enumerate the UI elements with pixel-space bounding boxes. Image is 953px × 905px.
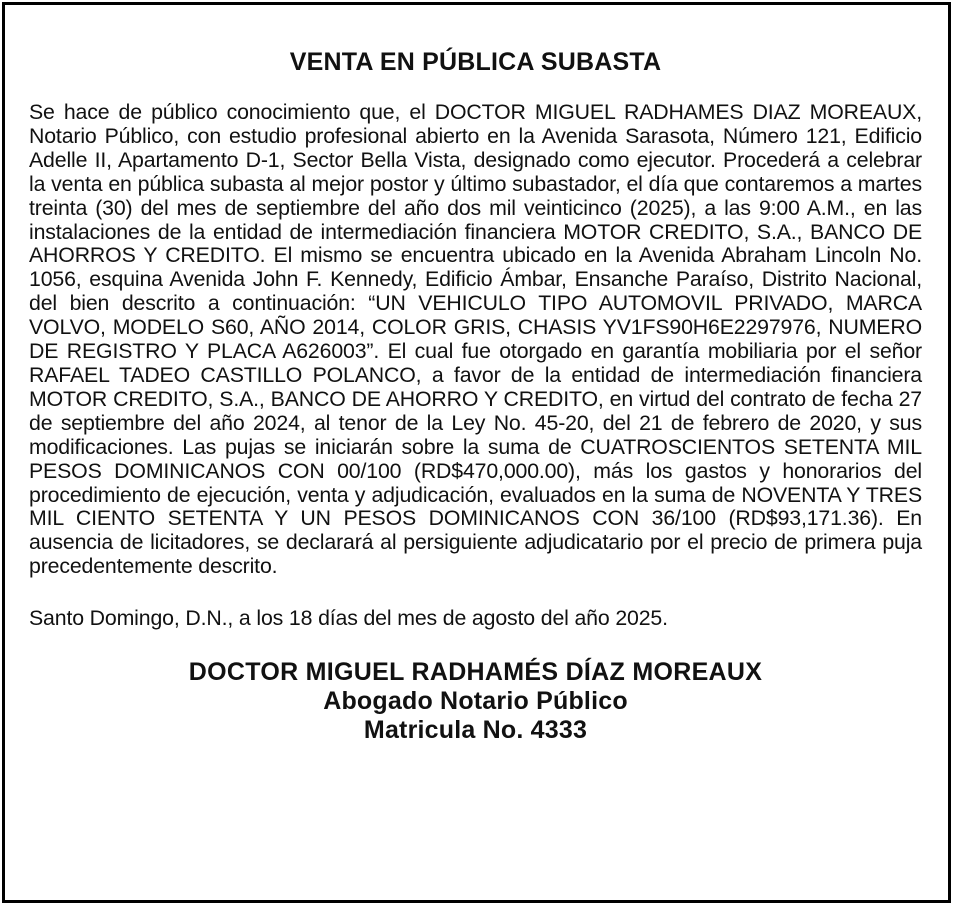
signature-block bbox=[29, 658, 922, 745]
notice-content bbox=[29, 47, 922, 745]
signatory-registration: Matricula No. 4333 bbox=[363, 716, 588, 745]
notice-frame bbox=[2, 2, 951, 903]
notice-body: Se hace de público conocimiento que, el DOCTOR MIGUEL RADHAMES DIAZ MOREAUX, Notario Público, con estudio profesional abierto en la Avenida Sarasota, Número 121, Edificio Adelle II, Apartamento D-1, Sector Bella Vista, designado como ejecutor. Procederá a celebrar la venta en pública subasta al mejor postor y último subastador, el día que contaremos a martes treinta (30) del mes de septiembre del año dos mil veinticinco (2025), a las 9:00 A.M., en las instalaciones de la entidad de intermediación financiera MOTOR CREDITO, S.A., BANCO DE AHORROS Y CREDITO. El mismo se encuentra ubicado en la Avenida Abraham Lincoln No. 1056, esquina Avenida John F. Kennedy, Edificio Ámbar, Ensanche Paraíso, Distrito Nacional, del bien descrito a continuación: “UN VEHICULO TIPO AUTOMOVIL PRIVADO, MARCA VOLVO, MODELO S60, AÑO 2014, COLOR GRIS, CHASIS YV1FS90H6E2297976, NUMERO DE REGISTRO Y PLACA A626003”. El cual fue otorgado en garantía mobiliaria por el señor RAFAEL TADEO CASTILLO POLANCO, a favor de la entidad de intermediación financiera MOTOR CREDITO, S.A., BANCO DE AHORRO Y CREDITO, en virtud del contrato de fecha 27 de septiembre del año 2024, al tenor de la Ley No. 45-20, del 21 de febrero de 2020, y sus modificaciones. Las pujas se iniciarán sobre la suma de CUATROSCIENTOS SETENTA MIL PESOS DOMINICANOS CON 00/100 (RD$470,000.00), más los gastos y honorarios del procedimiento de ejecución, venta y adjudicación, evaluados en la suma de NOVENTA Y TRES MIL CIENTO SETENTA Y UN PESOS DOMINICANOS CON 36/100 (RD$93,171.36). En ausencia de licitadores, se declarará al persiguiente adjudicatario por el precio de primera puja precedentemente descrito. bbox=[29, 100, 922, 579]
signatory-name: DOCTOR MIGUEL RADHAMÉS DÍAZ MOREAUX bbox=[188, 658, 763, 687]
signatory-title: Abogado Notario Público bbox=[323, 687, 628, 716]
place-date: Santo Domingo, D.N., a los 18 días del mes de agosto del año 2025. bbox=[29, 606, 668, 631]
notice-title: VENTA EN PÚBLICA SUBASTA bbox=[289, 48, 662, 76]
